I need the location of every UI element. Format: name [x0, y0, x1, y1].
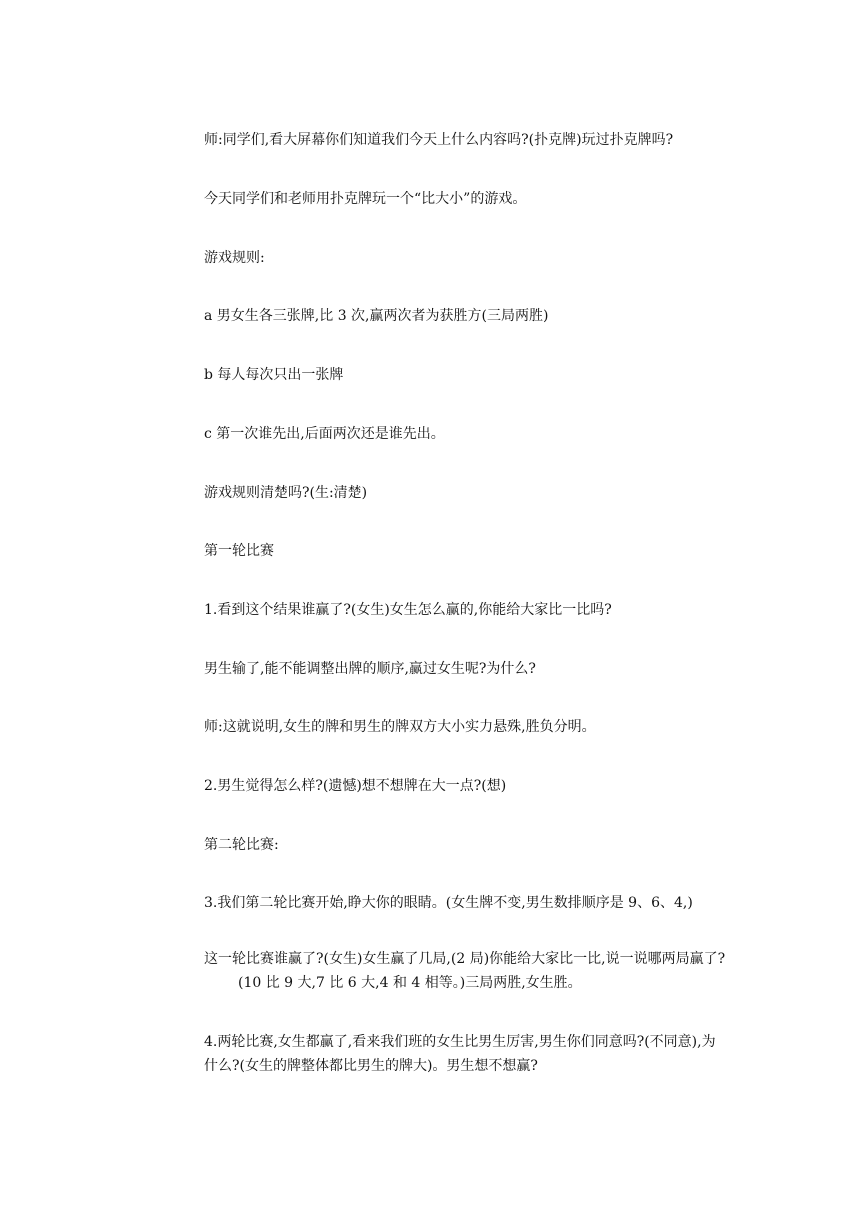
paragraph-teacher-summary: 师:这就说明,女生的牌和男生的牌双方大小实力悬殊,胜负分明。: [204, 719, 596, 735]
paragraph-game-intro: 今天同学们和老师用扑克牌玩一个“比大小”的游戏。: [204, 191, 527, 207]
paragraph-question-4: [204, 1030, 764, 1078]
paragraph-round-two-heading: 第二轮比赛:: [204, 837, 279, 853]
paragraph-teacher-intro: 师:同学们,看大屏幕你们知道我们今天上什么内容吗?(扑克牌)玩过扑克牌吗?: [204, 132, 674, 148]
paragraph-round-two-result: [204, 947, 764, 995]
paragraph-rule-c: c 第一次谁先出,后面两次还是谁先出。: [204, 426, 445, 442]
paragraph-question-3: 3.我们第二轮比赛开始,睁大你的眼睛。(女生牌不变,男生数排顺序是 9、6、4,): [204, 895, 693, 911]
paragraph-question-4-line2: 什么?(女生的牌整体都比男生的牌大)。男生想不想赢?: [204, 1058, 538, 1074]
paragraph-boys-lost: 男生输了,能不能调整出牌的顺序,赢过女生呢?为什么?: [204, 661, 536, 677]
paragraph-rules-heading: 游戏规则:: [204, 250, 265, 266]
paragraph-rule-a: a 男女生各三张牌,比 3 次,赢两次者为获胜方(三局两胜): [204, 308, 549, 324]
paragraph-round-two-result-line1: 这一轮比赛谁赢了?(女生)女生赢了几局,(2 局)你能给大家比一比,说一说哪两局赢了?: [204, 951, 726, 967]
paragraph-round-one-heading: 第一轮比赛: [204, 543, 274, 559]
paragraph-round-two-result-line2: (10 比 9 大,7 比 6 大,4 和 4 相等。)三局两胜,女生胜。: [238, 975, 582, 991]
paragraph-question-4-line1: 4.两轮比赛,女生都赢了,看来我们班的女生比男生厉害,男生你们同意吗?(不同意),为: [204, 1034, 716, 1050]
paragraph-rules-check: 游戏规则清楚吗?(生:清楚): [204, 485, 368, 501]
paragraph-question-2: 2.男生觉得怎么样?(遗憾)想不想牌在大一点?(想): [204, 778, 507, 794]
paragraph-rule-b: b 每人每次只出一张牌: [204, 367, 344, 383]
paragraph-question-1: 1.看到这个结果谁赢了?(女生)女生怎么赢的,你能给大家比一比吗?: [204, 602, 612, 618]
